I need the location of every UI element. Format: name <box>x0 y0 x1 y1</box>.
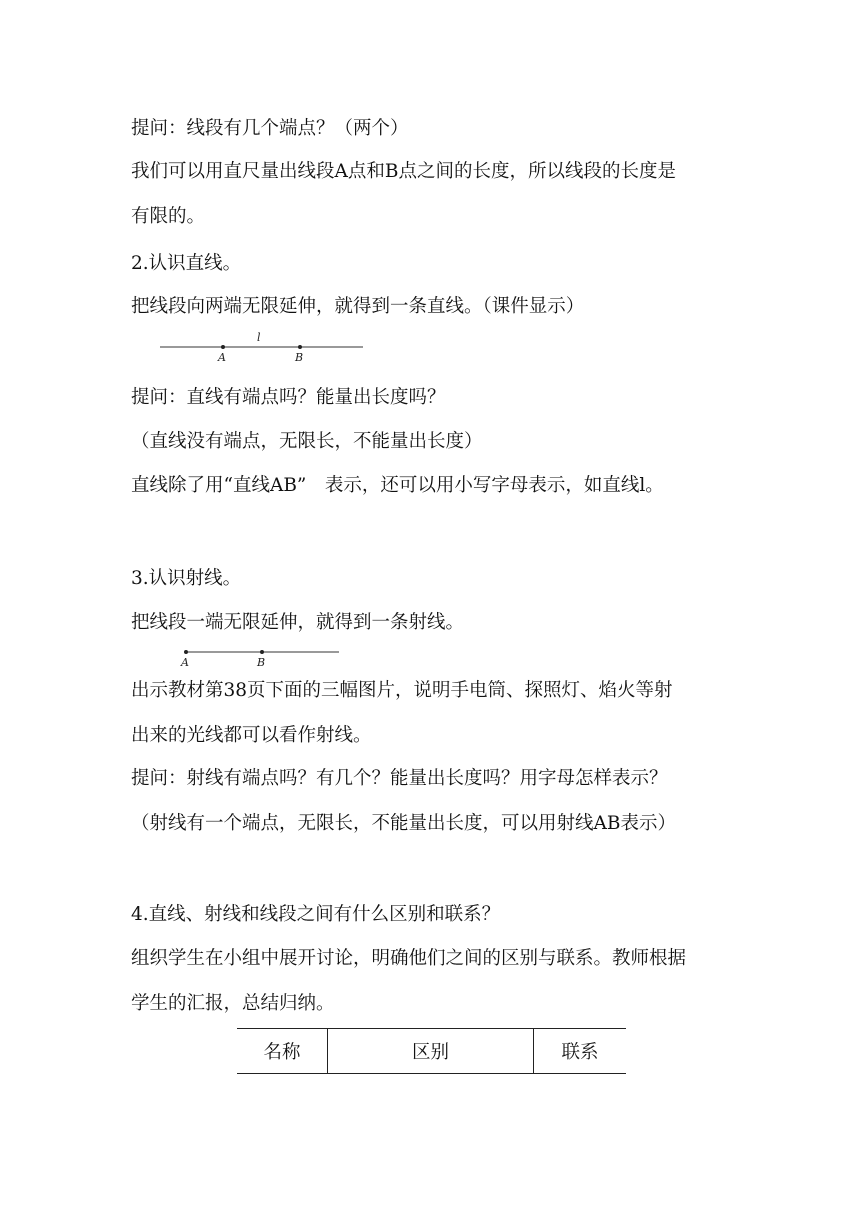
table-header-row <box>237 1029 626 1074</box>
line-label-l: l <box>257 331 261 344</box>
ray-label-a: A <box>181 656 189 669</box>
text-line-14: （射线有一个端点，无限长，不能量出长度，可以用射线AB表示） <box>131 813 676 834</box>
text-line-5: 把线段向两端无限延伸，就得到一条直线。（课件显示） <box>131 296 585 317</box>
ray-label-b: B <box>257 656 266 669</box>
ray-figure <box>176 641 346 675</box>
text-line-12: 出来的光线都可以看作射线。 <box>131 725 372 746</box>
text-line-8: 直线除了用“直线AB” 表示，还可以用小写字母表示，如直线l。 <box>131 475 664 496</box>
header-name: 名称 <box>237 1029 328 1074</box>
text-line-17: 学生的汇报，总结归纳。 <box>131 993 335 1014</box>
line-figure <box>158 330 368 370</box>
text-line-11: 出示教材第38页下面的三幅图片，说明手电筒、探照灯、焰火等射 <box>131 680 673 701</box>
text-line-13: 提问：射线有端点吗？有几个？能量出长度吗？用字母怎样表示？ <box>131 768 668 789</box>
text-line-16: 组织学生在小组中展开讨论，明确他们之间的区别与联系。教师根据 <box>131 948 687 969</box>
text-line-3: 有限的。 <box>131 206 206 227</box>
section-heading-compare: 4.直线、射线和线段之间有什么区别和联系？ <box>131 904 501 925</box>
text-line-7: （直线没有端点，无限长，不能量出长度） <box>131 431 483 452</box>
section-heading-line: 2.认识直线。 <box>131 253 242 274</box>
text-line-10: 把线段一端无限延伸，就得到一条射线。 <box>131 612 465 633</box>
header-difference: 区别 <box>328 1029 534 1074</box>
text-line-1: 提问：线段有几个端点？（两个） <box>131 118 409 139</box>
section-heading-ray: 3.认识射线。 <box>131 568 242 589</box>
line-label-a: A <box>218 351 226 364</box>
text-line-2: 我们可以用直尺量出线段A点和B点之间的长度，所以线段的长度是 <box>131 161 676 182</box>
comparison-table <box>237 1028 626 1074</box>
header-connection: 联系 <box>534 1029 627 1074</box>
text-line-6: 提问：直线有端点吗？能量出长度吗？ <box>131 387 446 408</box>
line-label-b: B <box>295 351 304 364</box>
